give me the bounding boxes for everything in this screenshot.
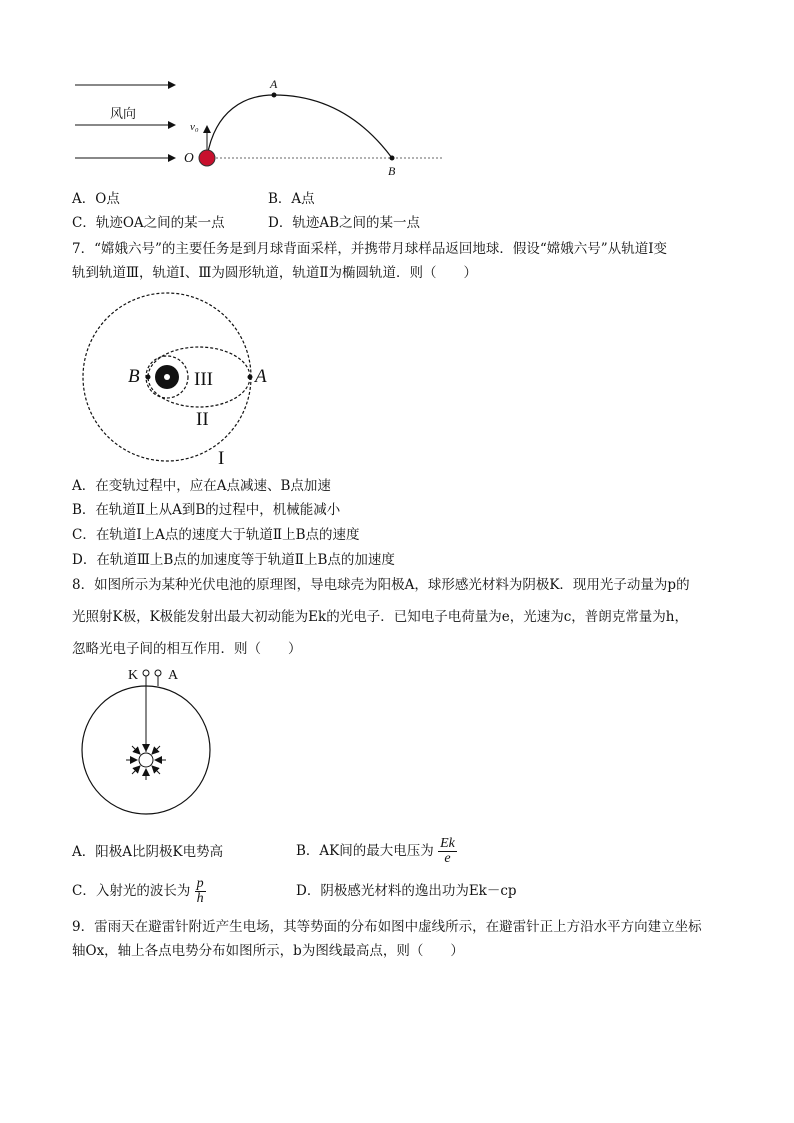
q7-label-i: I [218, 448, 225, 469]
q8-option-b-text: B．AK间的最大电压为 [296, 843, 434, 859]
q8-option-c-text: C．入射光的波长为 [72, 883, 191, 899]
q9-stem-line1: 9．雷雨天在避雷针附近产生电场，其等势面的分布如图中虚线所示，在避雷针正上方沿水平方向建立坐标 [72, 919, 702, 935]
q7-orbit-figure [83, 293, 253, 461]
q7-stem-line1: 7．“嫦娥六号”的主要任务是到月球背面采样，并携带月球样品返回地球．假设“嫦娥六号”从轨道Ⅰ变 [72, 241, 668, 257]
q8-stem-line3: 忽略光电子间的相互作用．则（ ） [72, 641, 302, 657]
point-b-dot [390, 156, 395, 161]
q6-option-b: B．A点 [268, 191, 315, 207]
q7-option-c: C．在轨道Ⅰ上A点的速度大于轨道Ⅱ上B点的速度 [72, 527, 360, 543]
point-a-dot [248, 375, 253, 380]
q8-label-k: K [128, 668, 139, 683]
k-terminal [143, 670, 149, 676]
point-b-dot [146, 375, 151, 380]
a-terminal [155, 670, 161, 676]
fraction-numerator: Ek [440, 836, 455, 851]
q8-option-a: A．阳极A比阴极K电势高 [72, 844, 224, 860]
q7-stem-line2: 轨到轨道Ⅲ，轨道Ⅰ、Ⅲ为圆形轨道，轨道Ⅱ为椭圆轨道．则（ ） [72, 265, 478, 281]
q7-option-a: A．在变轨过程中，应在A点减速、B点加速 [72, 478, 331, 494]
wind-label: 风向 [110, 107, 137, 122]
point-a-label: A [270, 77, 278, 91]
q8-stem-line2: 光照射K极，K极能发射出最大初动能为Ek的光电子．已知电子电荷量为e，光速为c，普朗克常量为h， [72, 609, 688, 625]
point-a-dot [272, 93, 277, 98]
q6-option-c: C．轨迹OA之间的某一点 [72, 215, 225, 231]
q8-label-a: A [168, 668, 179, 683]
q8-photocell-figure [82, 670, 210, 814]
ball [199, 150, 215, 166]
q8-option-c-fraction [195, 877, 206, 906]
v0-label: v₀ [190, 121, 199, 133]
q8-option-c [72, 872, 206, 910]
q9-stem-line2: 轴Ox，轴上各点电势分布如图所示，b为图线最高点，则（ ） [72, 943, 464, 959]
trajectory-curve [207, 95, 392, 158]
q8-option-b-fraction [438, 837, 457, 866]
point-o-label: O [184, 150, 194, 165]
q7-label-a: A [255, 366, 267, 387]
cathode-sphere [139, 753, 153, 767]
fraction-denominator: e [444, 851, 451, 866]
q7-option-b: B．在轨道Ⅱ上从A到B的过程中，机械能减小 [72, 502, 341, 518]
fraction-numerator: p [196, 876, 204, 891]
fraction-denominator: h [196, 891, 204, 906]
point-b-label: B [388, 164, 396, 178]
q7-option-d: D．在轨道Ⅲ上B点的加速度等于轨道Ⅱ上B点的加速度 [72, 552, 395, 568]
moon-center [164, 374, 170, 380]
q8-option-d: D．阴极感光材料的逸出功为Ek－cp [296, 883, 517, 899]
q7-label-b: B [128, 366, 140, 387]
q8-stem-line1: 8．如图所示为某种光伏电池的原理图，导电球壳为阳极A，球形感光材料为阴极K．现用光子动量为p的 [72, 577, 690, 593]
q7-label-iii: III [194, 369, 213, 390]
q7-label-ii: II [196, 409, 209, 430]
q6-option-a: A．O点 [72, 191, 120, 207]
q6-option-d: D．轨迹AB之间的某一点 [268, 215, 420, 231]
q8-option-b [296, 832, 457, 870]
